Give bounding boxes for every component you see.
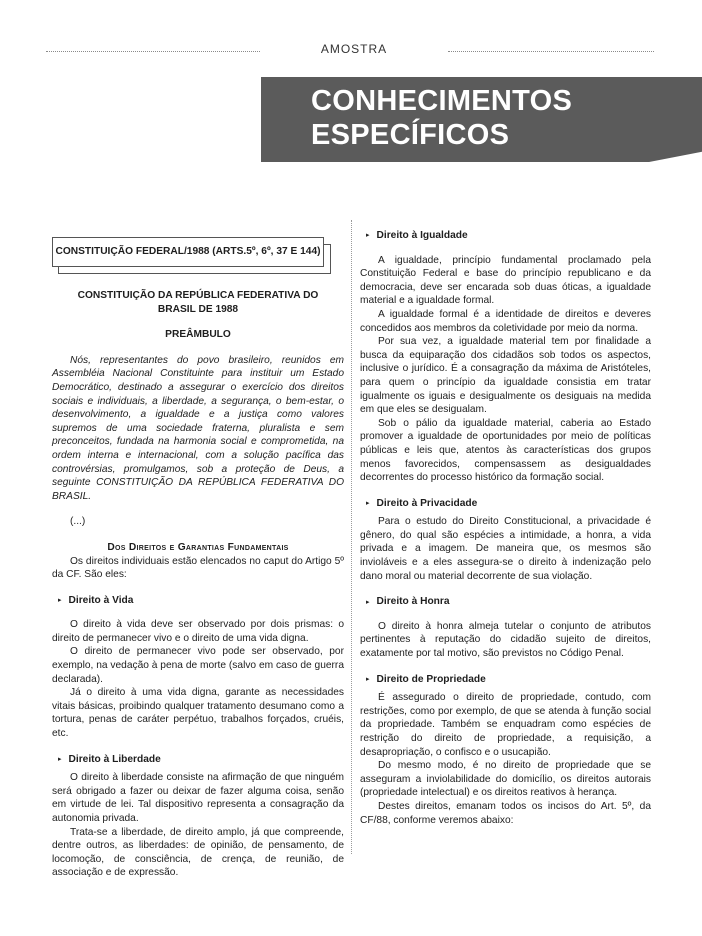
paragraph: Do mesmo modo, é no direito de propriedade que se asseguram a inviolabilidade do domicílio, os direitos autorais (propriedade intelectual) e os direitos reativos à herança. xyxy=(360,760,651,799)
heading-direito-privacidade xyxy=(366,497,651,511)
paragraph: Por sua vez, a igualdade material tem por finalidade a busca da equiparação dos cidadãos sob todos os aspectos, inclusive o jurídico. É a consagração da máxima de Aristóteles, para quem o princípio da igualdade consistia em tratar igualmente os iguais e desigualmente os desiguais na medida em que eles se desigualam. xyxy=(360,336,651,416)
section-intro: Os direitos individuais estão elencados no caput do Artigo 5º da CF. São eles: xyxy=(52,555,344,581)
banner-title xyxy=(311,84,572,152)
header-rule-right xyxy=(448,51,654,52)
heading-label: Direito de Propriedade xyxy=(376,673,486,685)
section-title: Dos Direitos e Garantias Fundamentais xyxy=(107,541,289,553)
heading-direito-liberdade xyxy=(58,753,344,767)
heading-label: Direito à Igualdade xyxy=(376,230,468,241)
right-column xyxy=(360,229,651,827)
paragraph: Destes direitos, emanam todos os incisos do Art. 5º, da CF/88, conforme veremos abaixo: xyxy=(360,800,651,826)
heading-label: Direito à Liberdade xyxy=(68,753,161,765)
header-rule-left xyxy=(46,51,260,52)
banner-title-line-1: CONHECIMENTOS xyxy=(311,85,573,117)
bullet-triangle-icon: ▸ xyxy=(366,598,370,606)
paragraph: O direito de permanecer vivo pode ser observado, por exemplo, na vedação à pena de morte (salvo em caso de guerra declarada). xyxy=(52,646,344,685)
heading-direito-honra xyxy=(366,595,651,609)
column-divider xyxy=(351,220,352,854)
heading-direito-igualdade xyxy=(366,229,651,243)
law-title-box xyxy=(52,237,344,271)
ellipsis-text: (...) xyxy=(70,516,86,528)
banner-title-line-2: ESPECÍFICOS xyxy=(311,119,510,151)
bullet-triangle-icon: ▸ xyxy=(366,232,370,240)
preamble-heading: PREÂMBULO xyxy=(165,329,231,341)
heading-label: Direito à Vida xyxy=(68,594,134,606)
law-title: CONSTITUIÇÃO FEDERAL/1988 (ARTS.5º, 6º, 37 E 144) xyxy=(52,237,324,267)
heading-direito-propriedade xyxy=(366,673,651,687)
paragraph: Para o estudo do Direito Constitucional, a privacidade é gênero, do qual são espécies a intimidade, a honra, a vida privada e a imagem. De maneira que, os mesmos são invioláveis e a eles assegura-se o direito à indenização pelo dano moral ou material decorrente de sua violação. xyxy=(360,516,651,582)
heading-direito-vida xyxy=(58,594,344,608)
paragraph: Trata-se a liberdade, de direito amplo, já que compreende, dentre outros, as liberdades: de opinião, de pensamento, de locomoção, de consciência, de crença, de reunião, de associação e de expressão. xyxy=(52,826,344,879)
paragraph: É assegurado o direito de propriedade, contudo, com restrições, como por exemplo, de que se atenda à função social da propriedade. Também se enquadram como espécies de restrição do direito de propriedade, a requisição, a desapropriação, o confisco e o usucapião. xyxy=(360,692,651,758)
bullet-triangle-icon: ▸ xyxy=(58,755,62,763)
paragraph: Já o direito à uma vida digna, garante as necessidades vitais básicas, proibindo qualquer tratamento desumano como a tortura, penas de caráter perpétuo, trabalhos forçados, cruéis, etc. xyxy=(52,687,344,740)
header-label: AMOSTRA xyxy=(320,42,388,56)
heading-label: Direito à Honra xyxy=(376,596,450,608)
left-column xyxy=(52,231,344,880)
paragraph: O direito à vida deve ser observado por dois prismas: o direito de permanecer vivo e o direito de uma vida digna. xyxy=(52,619,344,644)
paragraph: O direito à honra almeja tutelar o conjunto de atributos pertinentes à reputação do cidadão sujeito de direitos, exatamente por tal motivo, são previstos no Código Penal. xyxy=(360,620,651,660)
paragraph: O direito à liberdade consiste na afirmação de que ninguém será obrigado a fazer ou deixar de fazer alguma coisa, senão em virtude de lei. Tal dispositivo representa a consagração da autonomia privada. xyxy=(52,772,344,824)
heading-label: Direito à Privacidade xyxy=(376,497,478,509)
preamble-text: Nós, representantes do povo brasileiro, reunidos em Assembléia Nacional Constituinte para instituir um Estado Democrático, destinado a assegurar o exercício dos direitos sociais e individuais, a liberdade, a segurança, o bem-estar, o desenvolvimento, a igualdade e a justiça como valores supremos de uma sociedade fraterna, pluralista e sem preconceitos, fundada na harmonia social e comprometida, na ordem interna e internacional, com a solução pacífica das controvérsias, promulgamos, sob a proteção de Deus, a seguinte CONSTITUIÇÃO DA REPÚBLICA FEDERATIVA DO BRASIL. xyxy=(52,354,344,502)
bullet-triangle-icon: ▸ xyxy=(366,675,370,683)
bullet-triangle-icon: ▸ xyxy=(366,499,370,507)
paragraph: Sob o pálio da igualdade material, caberia ao Estado promover a igualdade de oportunidades por meio de políticas públicas e leis que, atentos às características dos grupos menos favorecidos, compensassem as desigualdades decorrentes do processo histórico da formação social. xyxy=(360,417,651,484)
paragraph: A igualdade, princípio fundamental proclamado pela Constituição Federal e base do princípio republicano e da democracia, deve ser encarada sob duas óticas, a igualdade material e a igualdade formal. xyxy=(360,254,651,307)
constitution-title-line-2: BRASIL DE 1988 xyxy=(157,303,239,315)
paragraph: A igualdade formal é a identidade de direitos e deveres concedidos aos membros da coletividade por meio da norma. xyxy=(360,308,651,334)
constitution-title-line-1: CONSTITUIÇÃO DA REPÚBLICA FEDERATIVA DO xyxy=(77,290,319,301)
bullet-triangle-icon: ▸ xyxy=(58,596,62,604)
